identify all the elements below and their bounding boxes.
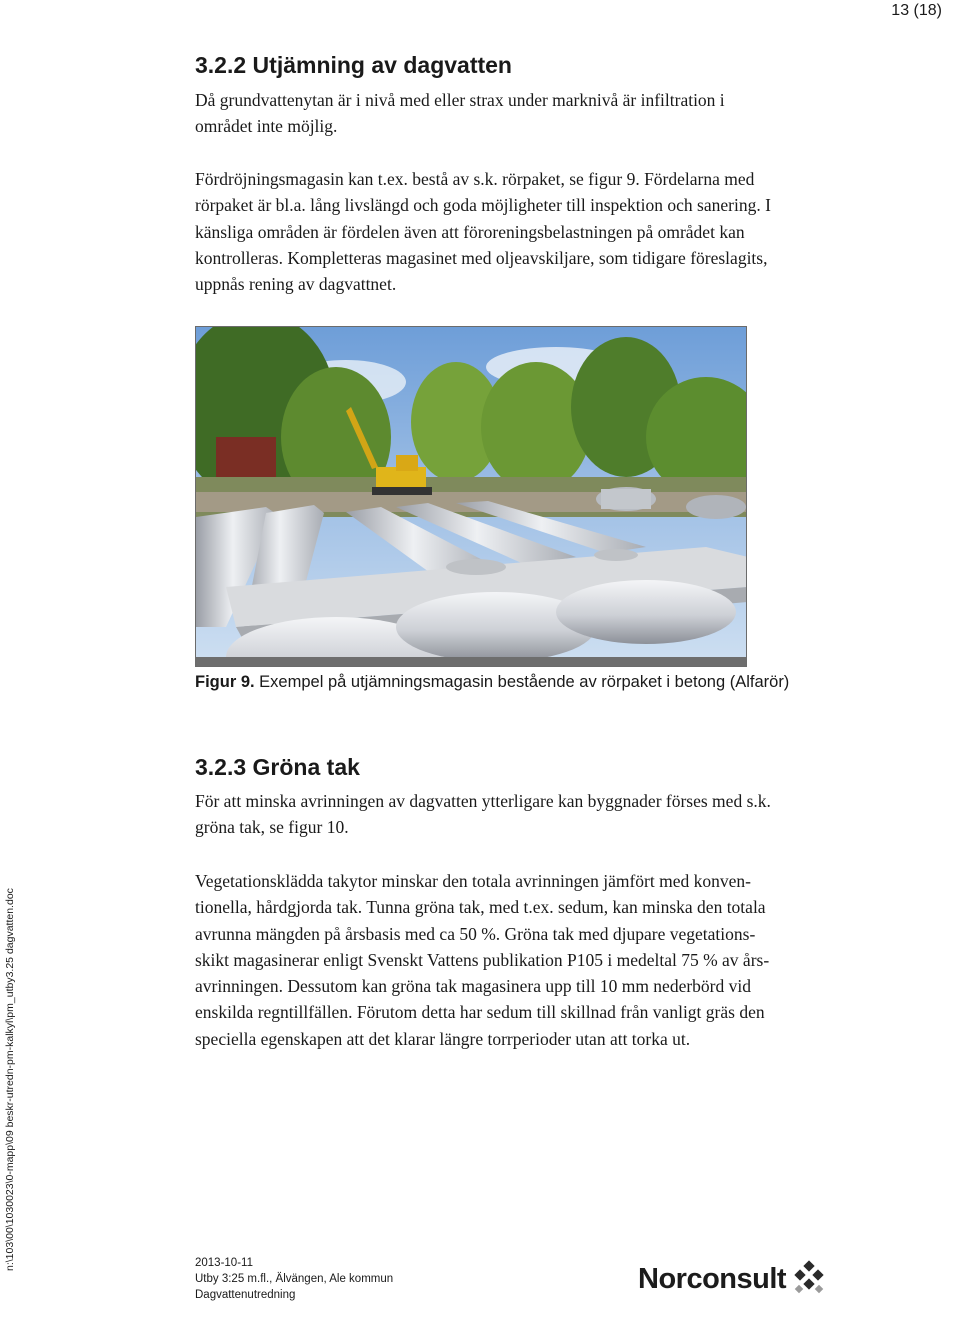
norconsult-diamond-icon xyxy=(790,1260,828,1298)
paragraph-infiltration xyxy=(195,87,855,140)
text-line: tionella, hårdgjorda tak. Tunna gröna tak, med t.ex. sedum, kan minska den totala xyxy=(195,897,766,918)
norconsult-logo xyxy=(638,1260,828,1298)
section-heading-grona-tak: 3.2.3 Gröna tak xyxy=(195,754,360,780)
text-line: uppnås rening av dagvattnet. xyxy=(195,274,397,295)
figure-caption xyxy=(195,673,789,692)
figure-photo-pipe-package xyxy=(195,326,747,667)
footer-info xyxy=(195,1255,393,1303)
paragraph-vegetation xyxy=(195,868,855,1052)
footer-doc: Dagvattenutredning xyxy=(195,1289,296,1301)
text-line: kontrolleras. Kompletteras magasinet med oljeavskiljare, som tidigare föreslagits, xyxy=(195,247,768,268)
section-heading-utjamning: 3.2.2 Utjämning av dagvatten xyxy=(195,52,512,78)
paragraph-fordrojning xyxy=(195,166,855,297)
text-line: området inte möjlig. xyxy=(195,116,338,137)
figure-caption-text: Exempel på utjämningsmagasin bestående av rörpaket i betong (Alfarör) xyxy=(254,673,790,691)
text-line: gröna tak, se figur 10. xyxy=(195,817,349,838)
page-number: 13 (18) xyxy=(891,2,942,19)
text-line: speciella egenskapen att det klarar längre torrperioder utan att torka ut. xyxy=(195,1028,691,1049)
text-line: Vegetationsklädda takytor minskar den totala avrinningen jämfört med konven- xyxy=(195,871,751,891)
text-line: skikt magasinerar enligt Svenskt Vattens publikation P105 i medeltal 75 % av års- xyxy=(195,949,770,970)
text-line: rörpaket är bl.a. lång livslängd och goda möjligheter till inspektion och sanering. I xyxy=(195,195,771,216)
text-line: avrunna mängden på årsbasis med ca 50 %. Gröna tak med djupare vegetations- xyxy=(195,923,756,944)
text-line: För att minska avrinningen av dagvatten ytterligare kan byggnader förses med s.k. xyxy=(195,791,771,811)
footer-project: Utby 3:25 m.fl., Älvängen, Ale kommun xyxy=(195,1273,394,1285)
text-line: känsliga områden är fördelen även att föroreningsbelastningen på området kan xyxy=(195,221,745,242)
text-line: enskilda regntillfällen. Förutom detta har sedum till skillnad från vanligt gräs den xyxy=(195,1002,765,1023)
text-line: Då grundvattenytan är i nivå med eller strax under marknivå är infiltration i xyxy=(195,90,725,110)
figure-label: Figur 9. xyxy=(195,673,255,691)
document-path: n:\103\00\1030023\0-mapp\09 beskr-utredn-pm-kalkyl\pm_utby3.25 dagvatten.doc xyxy=(4,888,16,1271)
paragraph-grona-tak-intro xyxy=(195,788,855,841)
logo-text: Norconsult xyxy=(638,1262,787,1295)
footer-date: 2013-10-11 xyxy=(195,1257,253,1269)
text-line: avrinningen. Dessutom kan gröna tak magasinera upp till 10 mm nederbörd vid xyxy=(195,976,751,997)
text-line: Fördröjningsmagasin kan t.ex. bestå av s.k. rörpaket, se figur 9. Fördelarna med xyxy=(195,169,755,189)
